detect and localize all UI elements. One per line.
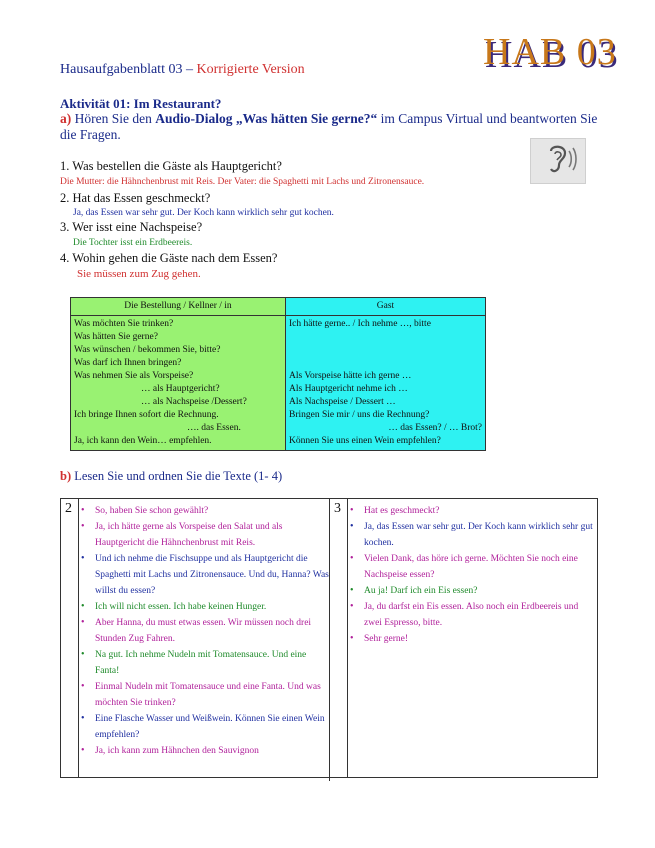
col2-number-cell: [61, 499, 79, 777]
list-item: [348, 551, 596, 583]
guest-phrase: Als Nachspeise / Dessert …: [289, 397, 396, 407]
question-2: 2. Hat das Essen geschmeckt?: [60, 191, 211, 205]
a-text-1: Hören Sie den: [71, 111, 156, 126]
waiter-phrase: …. das Essen.: [187, 423, 241, 433]
list-item: [348, 631, 596, 647]
waiter-phrase: Was nehmen Sie als Vorspeise?: [74, 371, 194, 381]
waiter-phrase: Ich bringe Ihnen sofort die Rechnung.: [74, 410, 219, 420]
list-item-text: Ich will nicht essen. Ich habe keinen Hunger.: [95, 602, 267, 612]
waiter-phrase: Was hätten Sie gerne?: [74, 332, 158, 342]
waiter-phrase: Was darf ich Ihnen bringen?: [74, 358, 182, 368]
list-item: [79, 599, 329, 615]
list-item: [79, 503, 329, 519]
b-label: b): [60, 469, 72, 483]
answer-1: Die Mutter: die Hähnchenbrust mit Reis. Der Vater: die Spaghetti mit Lachs und Zitronensauce.: [60, 177, 425, 187]
list-item: [79, 743, 329, 759]
title-main: Hausaufgabenblatt 03 –: [60, 62, 197, 77]
list-item-text: Ja, das Essen war sehr gut. Der Koch kann wirklich sehr gut kochen.: [364, 522, 593, 548]
waiter-phrases: [71, 316, 286, 451]
b-text: Lesen Sie und ordnen Sie die Texte (1- 4): [71, 469, 283, 483]
dialog-ordering-table: [60, 498, 598, 778]
list-item: [79, 711, 329, 743]
guest-phrase: Als Vorspeise hätte ich gerne …: [289, 371, 412, 381]
list-item: [79, 519, 329, 551]
list-item: [348, 599, 596, 631]
guest-phrase: Als Hauptgericht nehme ich …: [289, 384, 408, 394]
waiter-phrase: … als Nachspeise /Dessert?: [141, 397, 247, 407]
order-phrases-table: [70, 297, 486, 451]
bullet-icon: •: [350, 553, 354, 564]
bullet-icon: •: [350, 633, 354, 644]
list-item: [79, 679, 329, 711]
col3-list: [348, 503, 596, 647]
guest-phrase: Ich hätte gerne.. / Ich nehme …, bitte: [289, 319, 431, 329]
guest-phrase: [286, 331, 485, 344]
bullet-icon: •: [350, 585, 354, 596]
hab-badge: HAB 03: [483, 31, 617, 73]
list-item-text: Vielen Dank, das höre ich gerne. Möchten Sie noch eine Nachspeise essen?: [364, 554, 578, 580]
waiter-phrase: Was möchten Sie trinken?: [74, 319, 174, 329]
list-item: [348, 583, 596, 599]
list-item-text: Ja, ich kann zum Hähnchen den Sauvignon: [95, 746, 259, 756]
question-4: 4. Wohin gehen die Gäste nach dem Essen?: [60, 251, 278, 265]
list-item-text: Sehr gerne!: [364, 634, 409, 644]
guest-phrase: Können Sie uns einen Wein empfehlen?: [289, 436, 441, 446]
bullet-icon: •: [81, 601, 85, 612]
bullet-icon: •: [350, 601, 354, 612]
a-label: a): [60, 111, 72, 126]
list-item: [348, 519, 596, 551]
part-b-heading: [60, 469, 282, 484]
list-item: [79, 551, 329, 599]
guest-phrase: Bringen Sie mir / uns die Rechnung?: [289, 410, 430, 420]
col2-text-cell: [79, 499, 330, 781]
a-text-2: im Campus Virtual und beantworten Sie die Fragen.: [60, 111, 598, 142]
bullet-icon: •: [81, 521, 85, 532]
list-item-text: Eine Flasche Wasser und Weißwein. Können Sie einen Wein empfehlen?: [95, 714, 325, 740]
waiter-phrase: … als Hauptgericht?: [141, 384, 220, 394]
list-item-text: Na gut. Ich nehme Nudeln mit Tomatensauce. Und eine Fanta!: [95, 650, 307, 676]
answer-3: Die Tochter isst ein Erdbeereis.: [73, 238, 193, 248]
bullet-icon: •: [350, 521, 354, 532]
list-item-text: Ja, du darfst ein Eis essen. Also noch ein Erdbeereis und zwei Espresso, bitte.: [364, 602, 579, 628]
activity-a-instruction: [60, 111, 600, 143]
col3-number-cell: [330, 499, 348, 777]
table-header-guest: Gast: [286, 298, 486, 316]
list-item-text: Au ja! Darf ich ein Eis essen?: [364, 586, 478, 596]
list-item-text: Aber Hanna, du must etwas essen. Wir müssen noch drei Stunden Zug Fahren.: [95, 618, 312, 644]
waiter-phrase: Was wünschen / bekommen Sie, bitte?: [74, 345, 221, 355]
guest-phrase: … das Essen? / … Brot?: [388, 423, 482, 433]
col3-number: 3: [334, 501, 341, 516]
list-item-text: So, haben Sie schon gewählt?: [95, 506, 209, 516]
guest-phrase: [286, 357, 485, 370]
question-3: 3. Wer isst eine Nachspeise?: [60, 220, 203, 234]
ear-icon[interactable]: [530, 138, 586, 184]
list-item: [79, 615, 329, 647]
answer-4: Sie müssen zum Zug gehen.: [77, 268, 201, 280]
bullet-icon: •: [81, 713, 85, 724]
col2-list: [79, 503, 329, 759]
audio-dialog-link[interactable]: Audio-Dialog „Was hätten Sie gerne?“: [155, 111, 378, 126]
answer-2: Ja, das Essen war sehr gut. Der Koch kann wirklich sehr gut kochen.: [73, 208, 334, 218]
bullet-icon: •: [81, 553, 85, 564]
bullet-icon: •: [81, 681, 85, 692]
list-item-text: Und ich nehme die Fischsuppe und als Hauptgericht die Spaghetti mit Lachs und Zitronensauce. Und du, Hanna? Was willst du essen?: [95, 554, 329, 596]
title-version: Korrigierte Version: [196, 62, 305, 77]
guest-phrase: [286, 344, 485, 357]
activity-heading: Aktivität 01: Im Restaurant?: [60, 96, 222, 111]
list-item-text: Hat es geschmeckt?: [364, 506, 440, 516]
bullet-icon: •: [81, 505, 85, 516]
table-header-waiter: Die Bestellung / Kellner / in: [71, 298, 286, 316]
bullet-icon: •: [81, 649, 85, 660]
list-item: [79, 647, 329, 679]
list-item: [348, 503, 596, 519]
list-item-text: Ja, ich hätte gerne als Vorspeise den Salat und als Hauptgericht die Hähnchenbrust mit Reis.: [95, 522, 283, 548]
col2-number: 2: [65, 501, 72, 516]
guest-phrases: [286, 316, 486, 451]
bullet-icon: •: [350, 505, 354, 516]
bullet-icon: •: [81, 617, 85, 628]
list-item-text: Einmal Nudeln mit Tomatensauce und eine Fanta. Und was möchten Sie trinken?: [95, 682, 321, 708]
page-title: [60, 62, 305, 78]
bullet-icon: •: [81, 745, 85, 756]
waiter-phrase: Ja, ich kann den Wein… empfehlen.: [74, 436, 212, 446]
col3-text-cell: [348, 499, 596, 781]
question-1: 1. Was bestellen die Gäste als Hauptgericht?: [60, 159, 282, 173]
